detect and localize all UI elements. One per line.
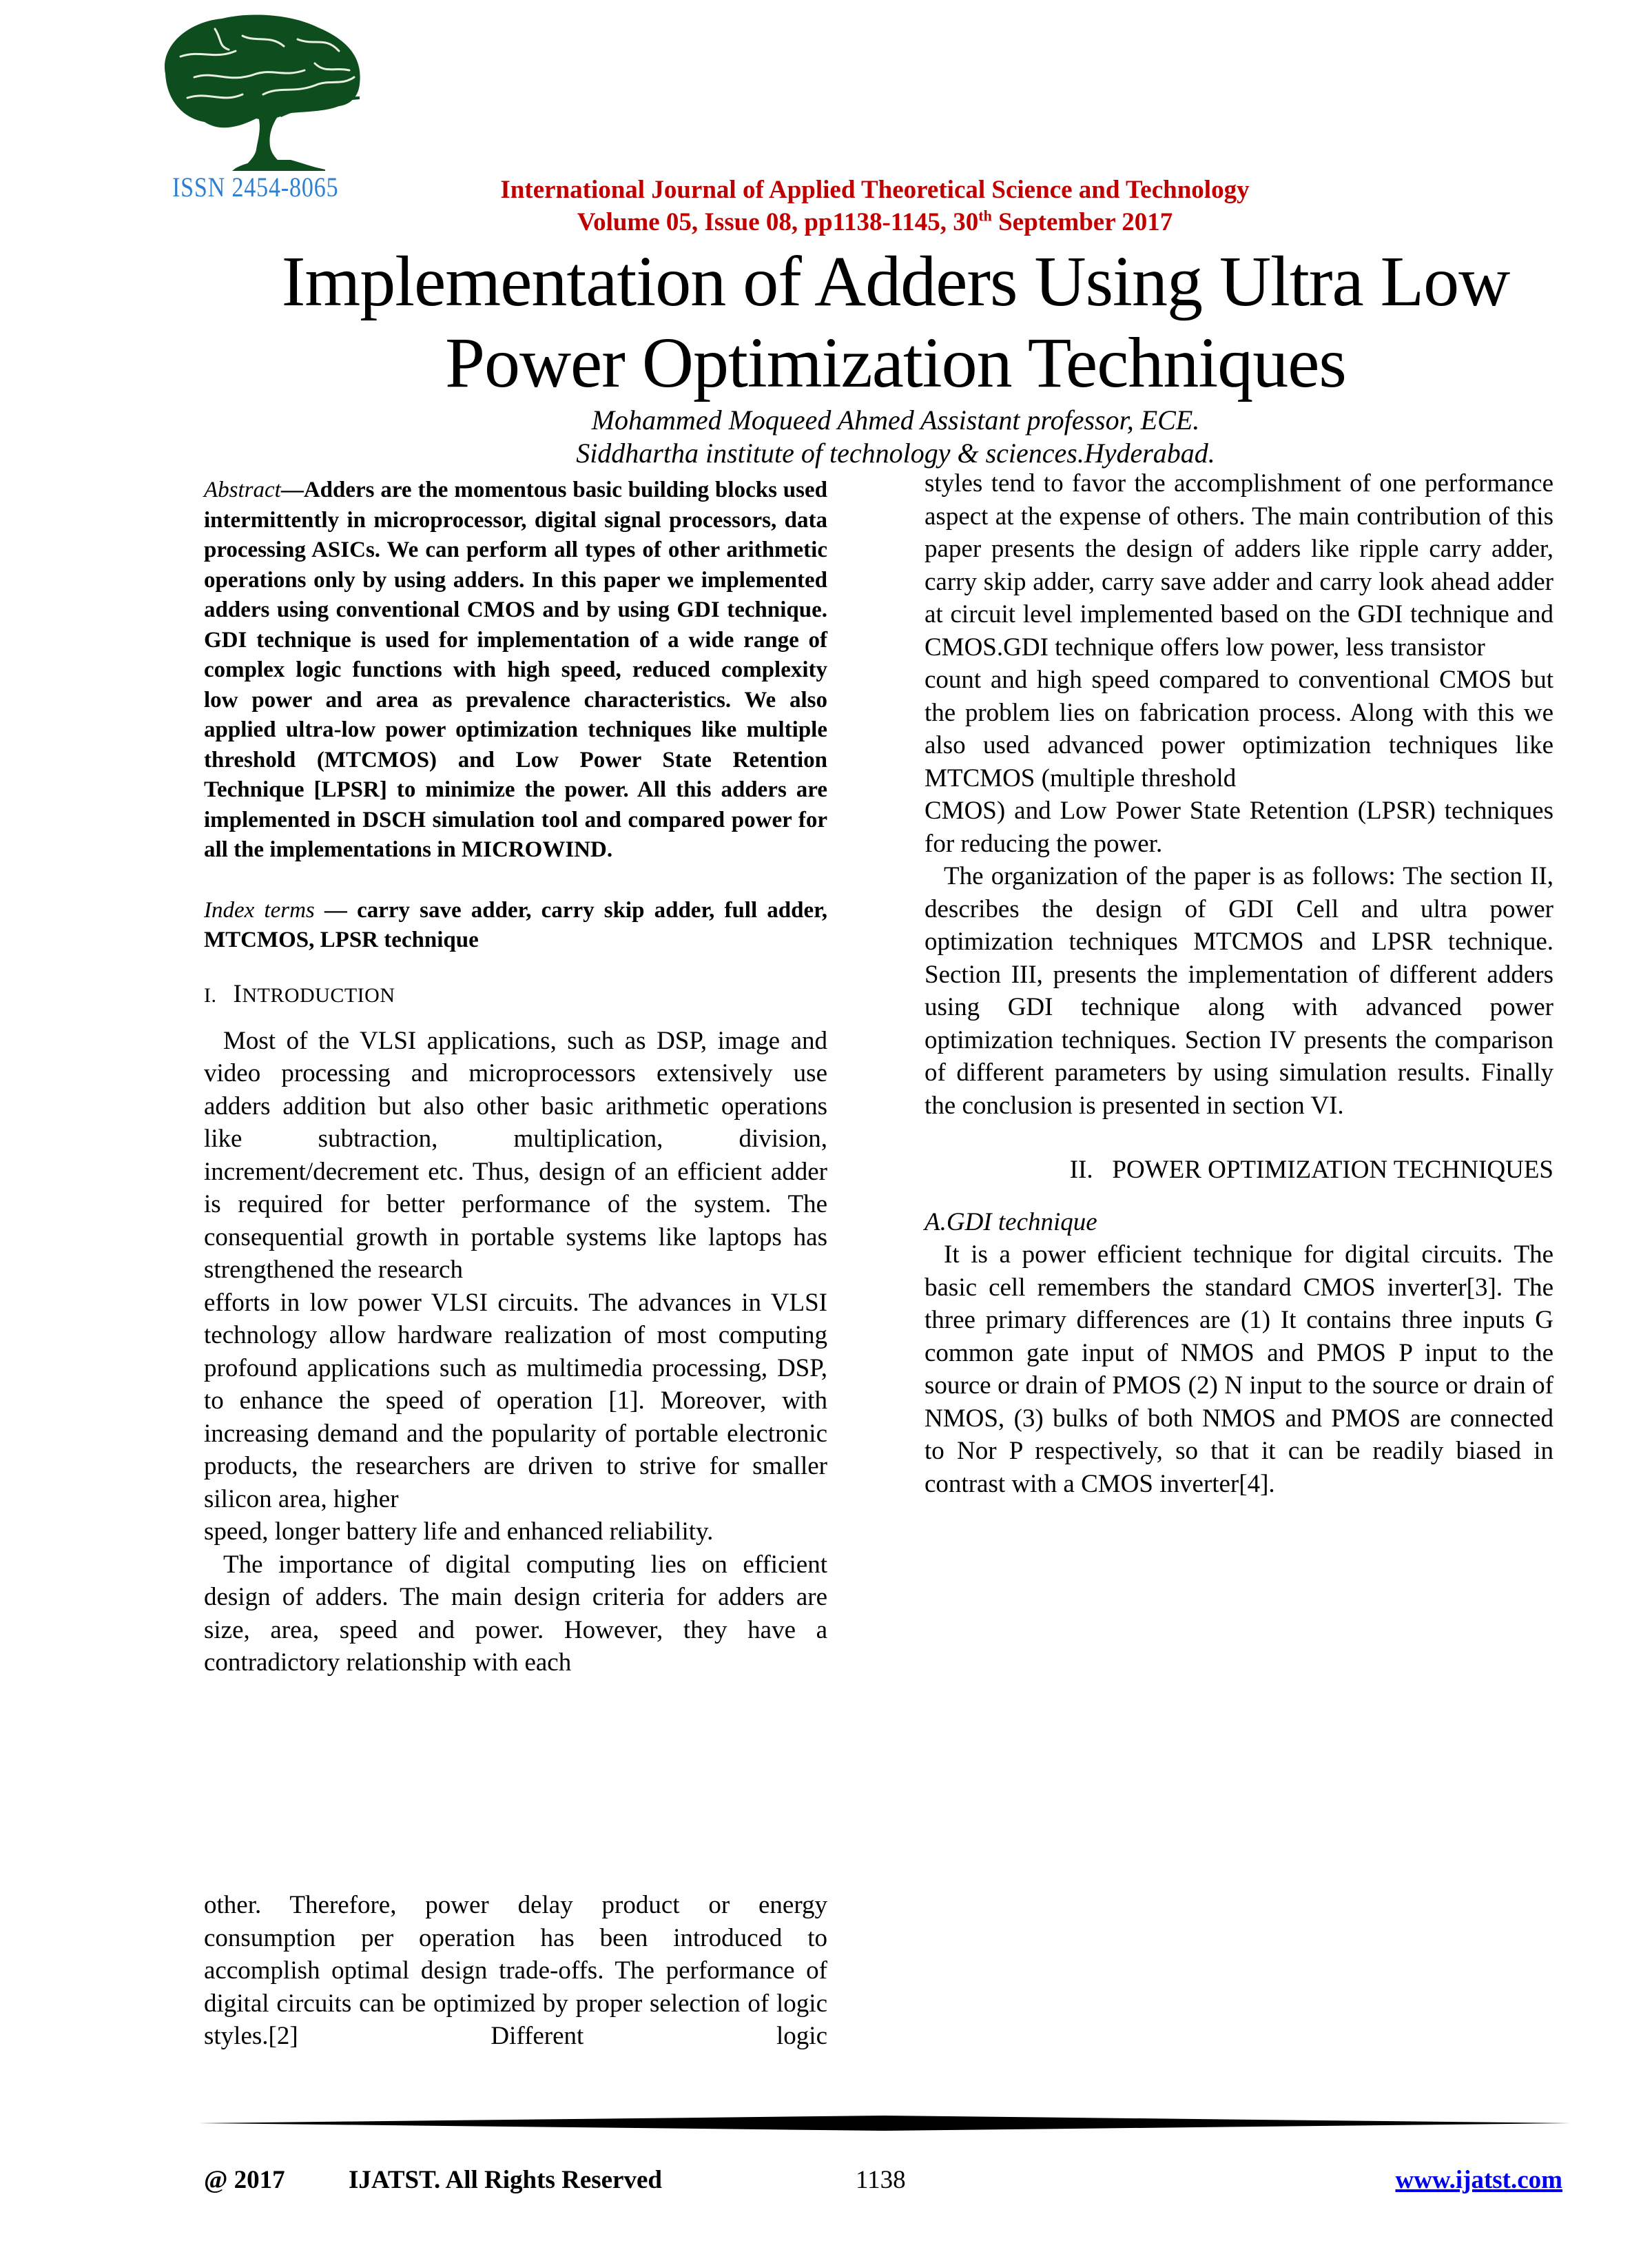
brain-tree-logo-icon	[153, 8, 373, 174]
page-footer	[198, 2165, 1562, 2207]
journal-header	[386, 174, 1364, 238]
intro-paragraph-2-right-b: count and high speed compared to conventional CMOS but the problem lies on fabrication process. Along with this we also used advanced power optimization techniques like MTCMOS (multiple threshold	[925, 666, 1553, 792]
author-block	[207, 404, 1584, 470]
intro-paragraph-2-right-a: styles tend to favor the accomplishment of one performance aspect at the expense of others. The main contribution of this paper presents the design of adders like ripple carry adder, carry skip adder, carry save adder and carry look ahead adder at circuit level implemented based on the GDI technique and CMOS.GDI technique offers low power, less transistor	[925, 469, 1553, 662]
index-terms-dash: —	[314, 897, 358, 923]
issue-suffix: September 2017	[991, 208, 1173, 236]
section-heading-power-optimization: II. POWER OPTIMIZATION TECHNIQUES	[1069, 1156, 1553, 1184]
abstract	[204, 475, 827, 866]
journal-logo	[153, 8, 373, 201]
abstract-label: Abstract	[204, 478, 281, 502]
intro-paragraph-1a: Most of the VLSI applications, such as DSP, image and video processing and microprocessors extensively use adders addition but also other basic arithmetic operations like subtraction, multiplication, division, increment/decrement etc. Thus, design of an efficient adder is required for better performance of the system. The consequential growth in portable systems like laptops has strengthened the research	[204, 1026, 827, 1284]
title-line-1: Implementation of Adders Using Ultra Low	[281, 242, 1510, 321]
website-link[interactable]: www.ijatst.com	[1395, 2166, 1562, 2194]
left-column-continued	[204, 1889, 827, 2053]
left-column	[204, 475, 827, 1679]
section-number: I.	[204, 983, 217, 1007]
subsection-heading-gdi: A.GDI technique	[925, 1207, 1097, 1236]
intro-paragraph-2: The importance of digital computing lies on efficient design of adders. The main design criteria for adders are size, area, speed and power. However, they have a contradictory relationship with each	[204, 1550, 827, 1677]
issue-superscript: th	[978, 207, 992, 225]
intro-paragraph-2-continued: other. Therefore, power delay product or energy consumption per operation has been introduced to accomplish optimal design trade-offs. The performance of digital circuits can be optimized by proper selection of logic styles.[2] Different logic	[204, 1891, 827, 2050]
journal-issue	[386, 206, 1364, 238]
footer-rights: IJATST. All Rights Reserved	[349, 2166, 662, 2194]
title-line-2: Power Optimization Techniques	[445, 323, 1346, 402]
abstract-text: Adders are the momentous basic building blocks used intermittently in microprocessor, digital signal processors, data processing ASICs. We can perform all types of other arithmetic operations only by using adders. In this paper we implemented adders using conventional CMOS and by using GDI technique. GDI technique is used for implementation of a wide range of complex logic functions with high speed, reduced complexity low power and area as prevalence characteristics. We also applied ultra-low power optimization techniques like multiple threshold (MTCMOS) and Low Power State Retention Technique [LPSR] to minimize the power. All this adders are implemented in DSCH simulation tool and compared power for all the implementations in MICROWIND.	[204, 478, 827, 862]
footer-divider	[198, 2116, 1571, 2131]
paper-title	[207, 241, 1584, 404]
intro-paragraph-1b: efforts in low power VLSI circuits. The advances in VLSI technology allow hardware realization of most computing profound applications such as multimedia processing, DSP, to enhance the speed of operation [1]. Moreover, with increasing demand and the popularity of portable electronic products, the researchers are driven to strive for smaller silicon area, higher	[204, 1288, 827, 1513]
section-title-initial: I	[233, 979, 242, 1008]
intro-paragraph-2-right-c: CMOS) and Low Power State Retention (LPSR) techniques for reducing the power.	[925, 797, 1553, 858]
footer-copyright: @ 2017	[204, 2166, 285, 2194]
author-name: Mohammed Moqueed Ahmed Assistant professor, ECE.	[591, 405, 1200, 436]
abstract-dash: —	[280, 478, 304, 502]
index-terms	[204, 896, 827, 956]
journal-name: International Journal of Applied Theoretical Science and Technology	[500, 176, 1250, 204]
index-terms-text: carry save adder, carry skip adder, full adder, MTCMOS, LPSR technique	[204, 897, 827, 952]
issn-label: ISSN 2454-8065	[172, 172, 339, 203]
author-affiliation: Siddhartha institute of technology & sciences.Hyderabad.	[576, 438, 1215, 469]
intro-paragraph-1c: speed, longer battery life and enhanced reliability.	[204, 1517, 714, 1546]
right-column	[925, 467, 1553, 1500]
page-number: 1138	[856, 2166, 906, 2194]
issue-prefix: Volume 05, Issue 08, pp1138-1145, 30	[577, 208, 979, 236]
gdi-paragraph: It is a power efficient technique for digital circuits. The basic cell remembers the standard CMOS inverter[3]. The three primary differences are (1) It contains three inputs G common gate input of NMOS and PMOS P input to the source or drain of PMOS (2) N input to the source or drain of NMOS, (3) bulks of both NMOS and PMOS are connected to Nor P respectively, so that it can be readily biased in contrast with a CMOS inverter[4].	[925, 1240, 1553, 1498]
intro-paragraph-3: The organization of the paper is as follows: The section II, describes the design of GDI Cell and ultra power optimization techniques MTCMOS and LPSR technique. Section III, presents the implementation of different adders using GDI technique along with advanced power optimization techniques. Section IV presents the comparison of different parameters by using simulation results. Finally the conclusion is presented in section VI.	[925, 862, 1553, 1120]
section-title-rest: NTRODUCTION	[242, 983, 395, 1007]
index-terms-label: Index terms	[204, 897, 315, 923]
section-heading-introduction	[204, 981, 827, 1010]
